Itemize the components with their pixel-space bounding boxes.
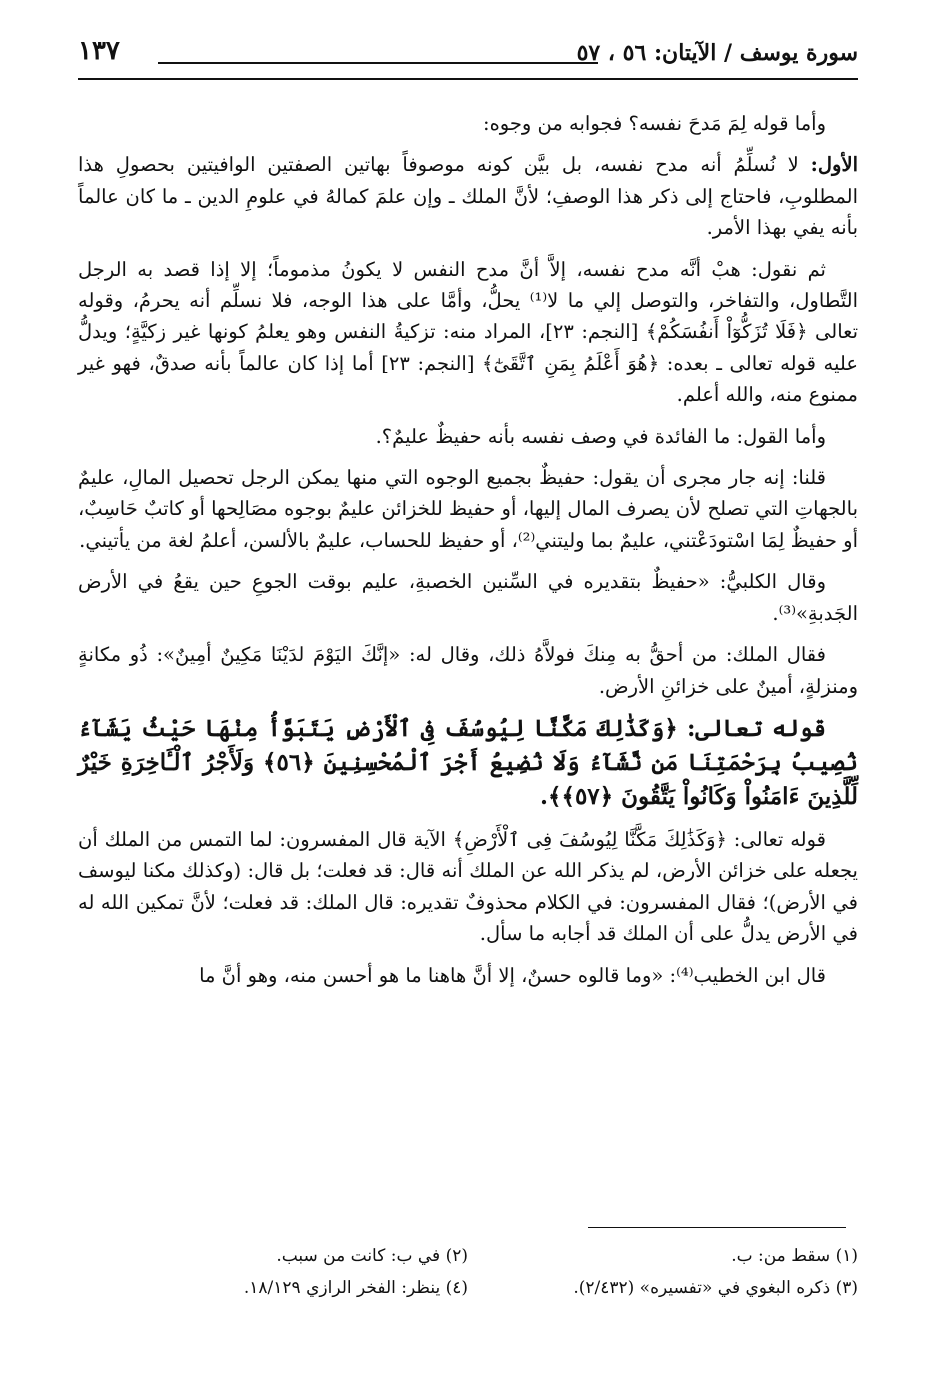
header-rule (78, 78, 858, 80)
paragraph (78, 108, 858, 139)
footnote: (٢) في ب: كانت من سبب. (276, 1246, 468, 1266)
paragraph (78, 254, 858, 411)
paragraph-text: وقال الكلبيُّ: «حفيظٌ بتقديره في السِّنين الخصبةِ، عليم بوقت الجوعِ حين يقعُ في الأرض الجَدبةِ»⁽³⁾. (78, 570, 858, 625)
footnote: (١) سقط من: ب. (731, 1246, 858, 1266)
footnote: (٣) ذكره البغوي في «تفسيره» (٢/٤٣٢). (573, 1278, 858, 1298)
verse-text: ﴿وَكَذَٰلِكَ مَكَّنَّا لِيُوسُفَ فِى ٱلْأَرْضِ يَتَبَوَّأُ مِنْهَا حَيْثُ يَشَآءُ نُصِيبُ بِرَحْمَتِنَا مَن نَّشَآءُ وَلَا نُضِيعُ أَجْرَ ٱلْمُحْسِنِينَ ﴿٥٦﴾ وَلَأَجْرُ ٱلْـَٔاخِرَةِ خَيْرٌ لِّلَّذِينَ ءَامَنُواْ وَكَانُواْ يَتَّقُونَ ﴿٥٧﴾﴾. (78, 714, 859, 810)
footnotes (78, 1240, 858, 1304)
footnote-row (78, 1240, 858, 1272)
paragraph (78, 149, 858, 243)
running-title: سورة يوسف / الآيتان: ٥٦ ، ٥٧ (576, 40, 858, 66)
paragraph-text: لا نُسلِّمُ أنه مدح نفسه، بل بيَّن كونه موصوفاً بهاتين الصفتين الوافيتين بحصولِ هذا المطلوبِ، فاحتاج إلى ذكر هذا الوصفِ؛ لأنَّ الملك ـ وإن علمَ كمالهُ في علومِ الدين ـ ما كان عالماً بأنه يفي بهذا الأمر. (78, 153, 858, 240)
paragraph-lead: الأول: (810, 153, 858, 177)
paragraph (78, 566, 858, 629)
footnote-row (78, 1272, 858, 1304)
paragraph-text: وأما قوله لِمَ مَدحَ نفسه؟ فجوابه من وجوه: (483, 112, 826, 135)
paragraph-text: ثم نقول: هبْ أنَّه مدح نفسه، إلاَّ أنَّ مدح النفس لا يكونُ مذموماً؛ إلا إذا قصد به الرجل التَّطاول، والتفاخر، والتوصل إلي ما لا⁽¹⁾ يحلُّ، وأمَّا على هذا الوجه، فلا نسلِّم أنه يحرمُ، وقوله تعالى ﴿فَلَا تُزَكُّوٓاْ أَنفُسَكُمْ﴾ [النجم: ٢٣]، المراد منه: تزكيةُ النفس وهو يعلمُ كونها غير زكيَّةٍ؛ ويدلُّ عليه قوله تعالى ـ بعده: ﴿هُوَ أَعْلَمُ بِمَنِ ٱتَّقَىٰٓ﴾ [النجم: ٢٣] أما إذا كان عالماً بأنه صدقٌ، فهو غير ممنوع منه، والله أعلم. (78, 257, 859, 407)
paragraph (78, 824, 858, 950)
paragraph (78, 639, 858, 702)
paragraph-text: قال ابن الخطيب⁽⁴⁾: «وما قالوه حسنٌ، إلا أنَّ هاهنا ما هو أحسن منه، وهو أنَّ ما (199, 963, 826, 987)
paragraph-text: وأما القول: ما الفائدة في وصف نفسه بأنه حفيظٌ عليمٌ؟. (375, 424, 826, 448)
page-body (78, 108, 858, 1001)
footnote-separator (588, 1227, 846, 1228)
paragraph-text: فقال الملك: من أحقُّ به مِنكَ فولاَّهُ ذلك، وقال له: «إنَّكَ اليَوْمَ لدَيْنَا مَكِينٌ أمِينٌ»: ذُو مكانةٍ ومنزلةٍ، أمينٌ على خزائنِ الأرض. (78, 643, 858, 698)
paragraph-text: قوله تعالى: ﴿وَكَذَٰلِكَ مَكَّنَّا لِيُوسُفَ فِى ٱلْأَرْضِ﴾ الآية قال المفسرون: لما التمس من الملك أن يجعله على خزائن الأرض، لم يذكر الله عن الملك أنه قال: قد فعلت؛ بل قال: (وكذلك مكنا ليوسف في الأرض)؛ فقال المفسرون: في الكلام محذوفٌ تقديره: قال الملك: قد فعلت؛ لأنَّ تمكين الله له في الأرض يدلُّ على أن الملك قد أجابه ما سأل. (78, 827, 858, 946)
footnote: (٤) ينظر: الفخر الرازي ١٨/١٢٩. (243, 1278, 468, 1298)
quran-verse (78, 712, 858, 814)
paragraph (78, 421, 858, 452)
page-number: ١٣٧ (78, 36, 120, 66)
header-fill-line (158, 62, 598, 64)
paragraph (78, 960, 858, 991)
page-header (78, 30, 858, 80)
paragraph-text: قلنا: إنه جار مجرى أن يقول: حفيظٌ بجميع الوجوه التي منها يمكن الرجل تحصيل المالِ، عليمٌ بالجهاتِ التي تصلح لأن يصرف المال إليها، أو حفيظ للخزائن عليمٌ بوجوه مصَالِحها أو كاتبٌ حَاسِبٌ، أو حفيظٌ لِمَا اسْتودَعْتني، عليمٌ بما وليتني⁽²⁾، أو حفيظ للحساب، عليمٌ بالألسن، أعلمُ لغة من يأتيني. (78, 466, 858, 552)
paragraph (78, 462, 858, 556)
verse-intro: قوله تعالى: (686, 714, 826, 742)
